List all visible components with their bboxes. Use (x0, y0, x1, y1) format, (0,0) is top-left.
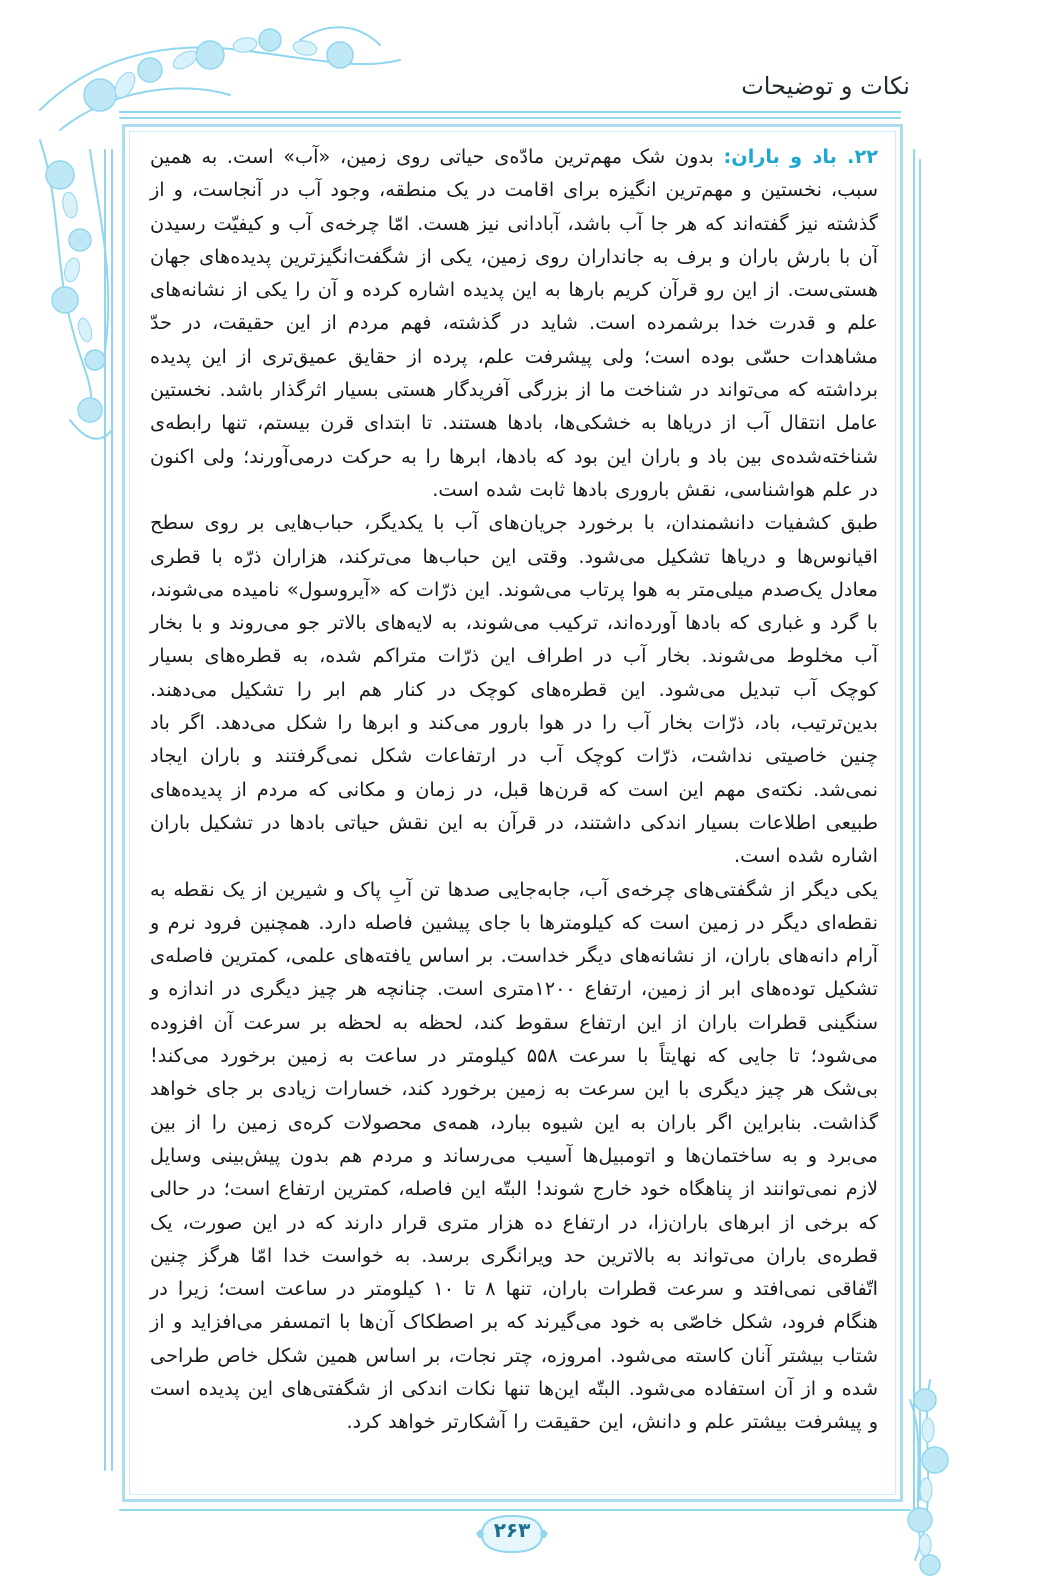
paragraph-1-text: بدون شک مهم‌ترین مادّه‌ی حیاتی روی زمین، «آب» است. به همین سبب، نخستین و مهم‌ترین انگیزه برای اقامت در یک منطقه، وجود آب در آنجاست، و از گذشته نیز گفته‌اند که هر جا آب باشد، آبادانی نیز هست. امّا چرخه‌ی آب و کیفیّت رسیدن آن با بارش باران و برف به جانداران روی زمین، یکی از شگفت‌انگیزترین پدیده‌های جهان هستی‌ست. از این رو قرآن کریم بارها به این پدیده اشاره کرده و آن را یکی از نشانه‌های علم و قدرت خدا برشمرده است. شاید در گذشته، فهم مردم از این حقیقت، در حدّ مشاهدات حسّی بوده است؛ ولی پیشرفت علم، پرده از حقایق عمیق‌تری از این پدیده برداشته که می‌تواند در شناخت ما از بزرگی آفریدگار هستی بسیار اثرگذار باشد. نخستین عامل انتقال آب از دریاها به خشکی‌ها، بادها هستند. تا ابتدای قرن بیستم، تنها رابطه‌ی شناخته‌شده‌ی بین باد و باران این بود که بادها، ابرها را به حرکت درمی‌آورند؛ ولی اکنون در علم هواشناسی، نقش باروری بادها ثابت شده است. (150, 145, 878, 501)
page-number: ۲۶۳ (493, 1518, 531, 1542)
paragraph-2: طبق کشفیات دانشمندان، با برخورد جریان‌های آب با یکدیگر، حباب‌هایی بر روی سطح اقیانوس‌ها و دریاها تشکیل می‌شود. وقتی این حباب‌ها می‌ترکند، هزاران ذرّه با قطری معادل یک‌صدم میلی‌متر به هوا پرتاب می‌شوند. این ذرّات که «آیروسول» نامیده می‌شوند، با گرد و غباری که بادها آورده‌اند، ترکیب می‌شوند، به لایه‌های بالاتر جو می‌روند و با بخار آب مخلوط می‌شوند. بخار آب در اطراف این ذرّات متراکم شده، به قطره‌های بسیار کوچک آب تبدیل می‌شود. این قطره‌های کوچک در کنار هم ابر را تشکیل می‌دهند. بدین‌ترتیب، باد، ذرّات بخار آب را در هوا بارور می‌کند و ابرها را شکل می‌دهد. اگر باد چنین خاصیتی نداشت، ذرّات کوچک آب در ارتفاعات شکل نمی‌گرفتند و باران ایجاد نمی‌شد. نکته‌ی مهم این است که قرن‌ها قبل، در زمان و مکانی که مردم از پدیده‌های طبیعی اطلاعات بسیار اندکی داشتند، در قرآن به این نقش حیاتی بادها در تشکیل باران اشاره شده است. (150, 511, 878, 868)
paragraph-1 (150, 140, 878, 506)
paragraph-3: یکی دیگر از شگفتی‌های چرخه‌ی آب، جابه‌جایی صدها تن آبِ پاک و شیرین از یک نقطه به نقطه‌ای دیگر در زمین است که کیلومترها با جای پیشین فاصله دارد. همچنین فرود نرم و آرام دانه‌های باران، از نشانه‌های دیگر خداست. بر اساس یافته‌های علمی، کمترین فاصله‌ی تشکیل توده‌های ابر از زمین، ارتفاع ۱۲۰۰متری است. چنانچه هر چیز دیگری در اندازه و سنگینی قطرات باران از این ارتفاع سقوط کند، لحظه به لحظه بر سرعت آن افزوده می‌شود؛ تا جایی که نهایتاً با سرعت ۵۵۸ کیلومتر در ساعت به زمین برخورد می‌کند! بی‌شک هر چیز دیگری با این سرعت به زمین برخورد کند، خسارات زیادی بر جای خواهد گذاشت. بنابراین اگر باران به این شیوه ببارد، همه‌ی محصولات کره‌ی زمین را از بین می‌برد و به ساختمان‌ها و اتومبیل‌ها آسیب می‌رساند و مردم هم بدون پیش‌بینی وسایل لازم نمی‌توانند از پناهگاه خود خارج شوند! البتّه این فاصله، کمترین ارتفاع است؛ در حالی که برخی از ابرهای باران‌زا، در ارتفاع ده هزار متری قرار دارند که در این صورت، یک قطره‌ی باران می‌تواند به بالاترین حد ویرانگری برسد. به خواست خدا امّا هرگز چنین اتّفاقی نمی‌افتد و سرعت قطرات باران، تنها ۸ تا ۱۰ کیلومتر در ساعت است؛ زیرا در هنگام فرود، شکل خاصّی به خود می‌گیرند که بر اصطکاک آن‌ها با اتمسفر می‌افزاید و از شتاب بیشتر آنان کاسته می‌شود. امروزه، چتر نجات، بر اساس همین شکل خاص طراحی شده و از آن استفاده می‌شود. البتّه این‌ها تنها نکات اندکی از شگفتی‌های این پدیده است و پیشرفت بیشتر علم و دانش، این حقیقت را آشکارتر خواهد کرد. (150, 877, 878, 1434)
page-header-title: نکات و توضیحات (741, 72, 910, 100)
article-body (150, 140, 878, 1439)
article-heading: ۲۲. باد و باران: (723, 145, 878, 168)
